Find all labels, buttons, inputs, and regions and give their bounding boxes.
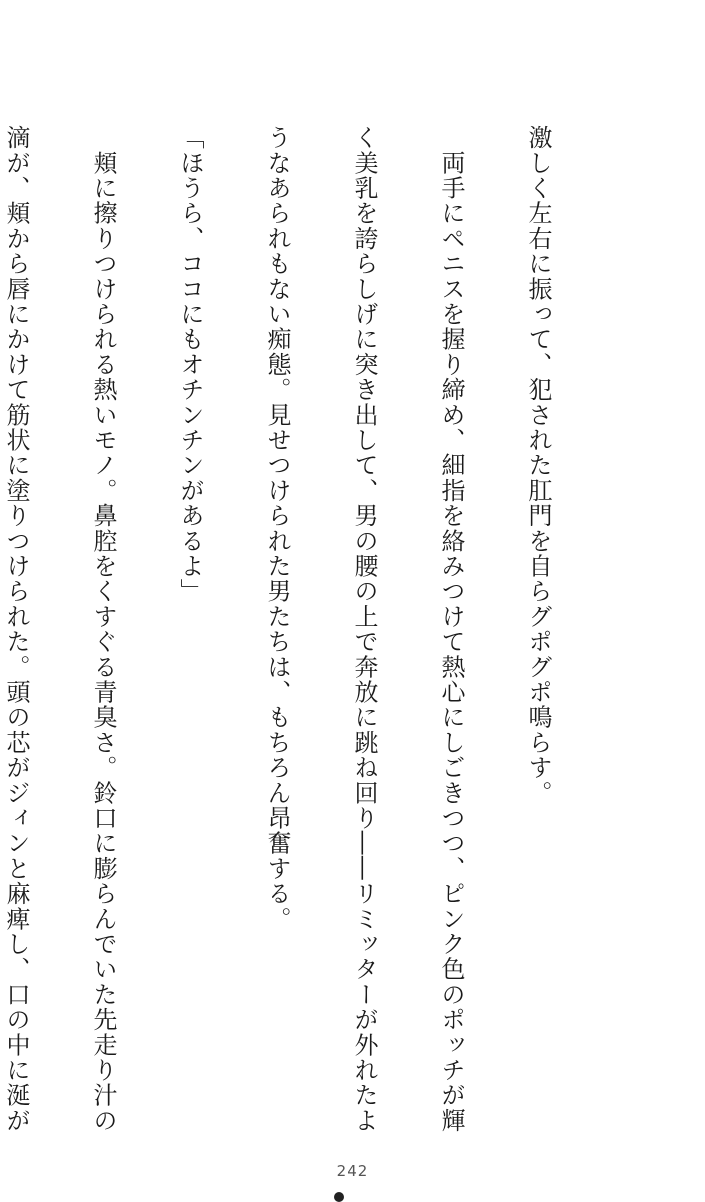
text-line: 両手にペニスを握り締め、細指を絡みつけて熱心にしごきつつ、ピンク色のポッチが輝 bbox=[437, 125, 465, 1133]
text-line: 滴が、頬から唇にかけて筋状に塗りつけられた。頭の芯がジィンと麻痺し、口の中に涎が bbox=[2, 125, 30, 1133]
text-line: うなあられもない痴態。見せつけられた男たちは、もちろん昂奮する。 bbox=[263, 125, 291, 932]
text-line: 頬に擦りつけられる熱いモノ。鼻腔をくすぐる青臭さ。鈴口に膨らんでいた先走り汁の bbox=[89, 125, 117, 1134]
bullet-dot-icon bbox=[334, 1192, 344, 1202]
text-line: く美乳を誇らしげに突き出して、男の腰の上で奔放に跳ね回り――リミッターが外れたよ bbox=[350, 125, 378, 1133]
body-text bbox=[0, 125, 610, 1134]
text-line: 激しく左右に振って、犯された肛門を自らグポグポ鳴らす。 bbox=[524, 125, 552, 806]
text-line: 「ほうら、ココにもオチンチンがあるよ」 bbox=[176, 125, 204, 604]
page-number: 242 bbox=[336, 1162, 369, 1180]
